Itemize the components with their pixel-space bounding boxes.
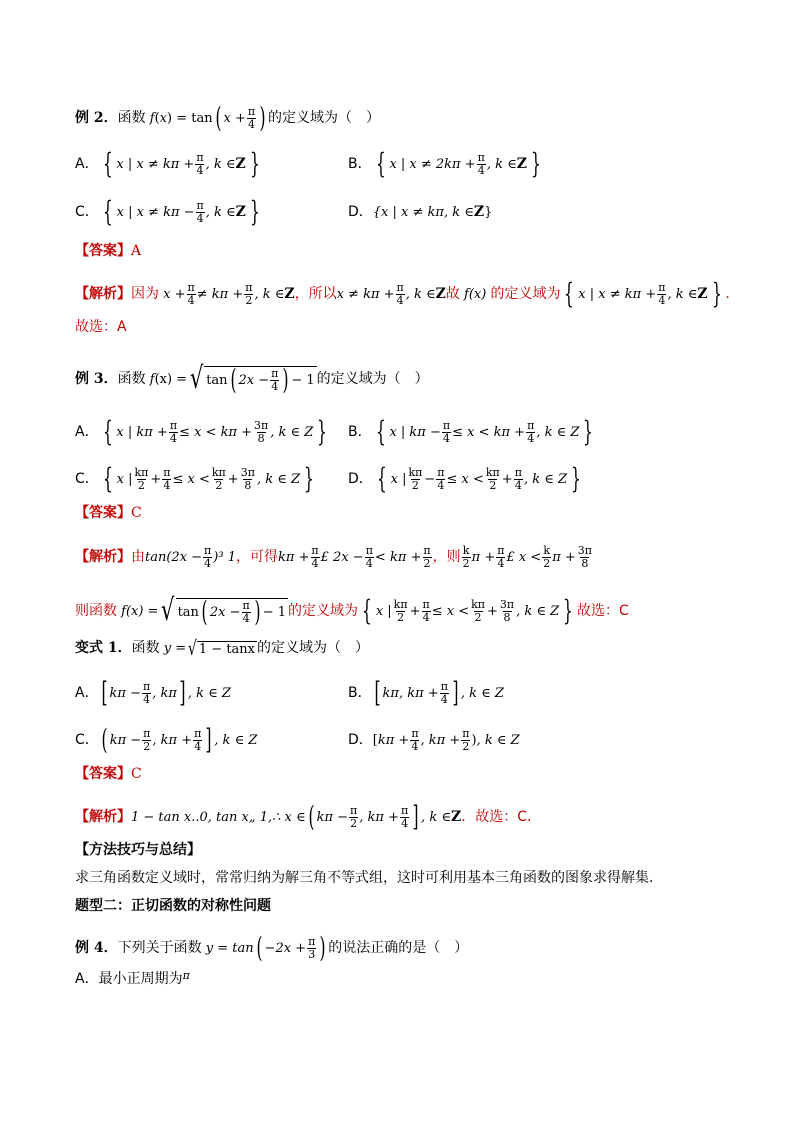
ex3-option-b[interactable]: B． { x | kπ − $\frac{\pi}{4}$ ≤ x < kπ + $\frac{\pi}{4}$ , k ∈ Z }: [348, 414, 594, 448]
ex4-stem-pre: 下列关于函数: [117, 940, 202, 957]
var1-label: 变式 1．: [75, 640, 132, 656]
answer-tag: 【答案】: [75, 505, 131, 521]
var1-stem: 变式 1． 函数 y = √ 1 − tanx 的定义域为（ ）: [75, 636, 369, 660]
analysis-text: ，可得: [235, 549, 278, 566]
var1-option-c[interactable]: C． ( kπ − $\frac{\pi}{2}$ , kπ + $\frac{\pi}{4}$ ] , k ∈ Z: [75, 722, 258, 756]
analysis-text: ．故选：C.: [461, 809, 532, 826]
answer-value: C: [131, 505, 142, 521]
analysis-text: 的定义域为: [287, 603, 358, 620]
var1-analysis: 【解析】 1 − tan x..0, tan x„ 1,∴ x ∈ ( kπ − $\frac{\pi}{2}$ , kπ + $\frac{\pi}{4}$ ] , k ∈ Z ．故选：C.: [75, 799, 532, 833]
analysis-text: 故选：C: [577, 603, 629, 620]
var1-option-c-label: C．: [75, 732, 99, 749]
ex3-stem: 例 3． 函数 f (x) = √ tan ( 2x − $\frac{\pi}{4}$ ) − 1 的定义域为（ ）: [75, 361, 429, 397]
ex3-analysis-line2: 则函数 f(x) = √ tan ( 2x − $\frac{\pi}{4}$ ) − 1 的定义域为 { x | $\frac{k\pi}{2}$ + $\frac{\pi}{4}$ ≤ x < $\frac{k\pi}{2}$ + $\frac{3\pi}{8}$ , k ∈ Z } 故选：C: [75, 593, 629, 629]
ex3-option-a-label: A．: [75, 424, 99, 441]
var1-stem-post: 的定义域为（ ）: [257, 640, 369, 656]
ex2-stem: 例 2． 函数 f ( x ) = tan ( x + $\frac{\pi}{4}$ ) 的定义域为（ ）: [75, 100, 381, 134]
var1-option-d[interactable]: D． [ kπ + $\frac{\pi}{4}$ , kπ + $\frac{\pi}{2}$ ) , k ∈ Z: [348, 727, 520, 753]
ex2-option-a-label: A．: [75, 156, 99, 173]
ex2-option-c-label: C．: [75, 204, 99, 221]
ex2-stem-post: 的定义域为（ ）: [268, 110, 381, 127]
analysis-text: 由: [131, 549, 145, 566]
answer-tag: 【答案】: [75, 243, 131, 259]
ex2-option-b[interactable]: B． { x | x ≠ 2kπ + $\frac{\pi}{4}$ , k ∈ Z }: [348, 146, 541, 180]
var1-answer: [75, 767, 142, 781]
ex4-option-a-label: A．最小正周期为: [75, 971, 183, 987]
analysis-text: 的定义域为: [490, 286, 561, 303]
ex2-option-c[interactable]: C． { x | x ≠ kπ − $\frac{\pi}{4}$ , k ∈ Z }: [75, 194, 260, 228]
analysis-text: 故: [445, 286, 460, 303]
var1-option-a[interactable]: A． [ kπ − $\frac{\pi}{4}$ , kπ ] , k ∈ Z: [75, 675, 231, 709]
analysis-text: 则函数: [75, 603, 117, 620]
ex2-option-d-label: D．: [348, 204, 373, 220]
ex3-option-d[interactable]: D． { x | $\frac{k\pi}{2}$ − $\frac{\pi}{4}$ ≤ x < $\frac{k\pi}{2}$ + $\frac{\pi}{4}$ , k ∈ Z }: [348, 461, 581, 495]
var1-option-d-label: D．: [348, 732, 373, 749]
method-title: 【方法技巧与总结】: [75, 842, 201, 858]
ex3-option-d-label: D．: [348, 471, 373, 488]
var1-option-a-label: A．: [75, 685, 99, 702]
ex3-option-c-label: C．: [75, 471, 99, 488]
analysis-tag: 【解析】: [75, 549, 131, 566]
method-body: 求三角函数定义域时，常常归纳为解三角不等式组，这时可利用基本三角函数的图象求得解集．: [75, 870, 663, 886]
ex4-label: 例 4．: [75, 940, 118, 957]
ex3-analysis: 【解析】 由 tan(2x − $\frac{\pi}{4}$ )³ 1 ，可得 kπ + $\frac{\pi}{4}$ £ 2x − $\frac{\pi}{4}$ < kπ + $\frac{\pi}{2}$ ，则 $\frac{k}{2}$ π + $\frac{\pi}{4}$ £ x < $\frac{k}{2}$ π + $\frac{3\pi}{8}$: [75, 544, 593, 570]
answer-value: A: [131, 243, 142, 259]
var1-stem-pre: 函数: [131, 640, 160, 656]
ex3-option-b-label: B．: [348, 424, 372, 441]
ex2-stem-pre: 函数: [117, 110, 146, 127]
analysis-tag: 【解析】: [75, 286, 131, 303]
ex4-stem-post: 的说法正确的是（ ）: [328, 940, 469, 957]
analysis-tag: 【解析】: [75, 809, 131, 826]
ex3-stem-pre: 函数: [117, 371, 146, 388]
ex2-analysis: 【解析】 因为 x + $\frac{\pi}{4}$ ≠ kπ + $\frac{\pi}{2}$ , k ∈ Z ，所以 x ≠ kπ + $\frac{\pi}{4}$ , k ∈ Z 故 f(x) 的定义域为 { x | x ≠ kπ + $\frac{\pi}{4}$ , k ∈ Z } .: [75, 276, 730, 310]
ex2-option-a[interactable]: A． { x | x ≠ kπ + $\frac{\pi}{4}$ , k ∈ Z }: [75, 146, 260, 180]
answer-tag: 【答案】: [75, 766, 131, 782]
var1-option-b[interactable]: B． [ kπ, kπ + $\frac{\pi}{4}$ ] , k ∈ Z: [348, 675, 504, 709]
ex4-option-a[interactable]: A．最小正周期为 π: [75, 968, 190, 987]
answer-value: C: [131, 766, 142, 782]
ex2-answer: [75, 244, 141, 258]
ex3-answer: [75, 506, 142, 520]
ex3-label: 例 3．: [75, 371, 118, 388]
ex2-option-d[interactable]: D． {x | x ≠ kπ, k ∈ Z }: [348, 204, 493, 220]
ex2-label: 例 2．: [75, 110, 118, 127]
ex3-option-c[interactable]: C． { x | $\frac{k\pi}{2}$ + $\frac{\pi}{4}$ ≤ x < $\frac{k\pi}{2}$ + $\frac{3\pi}{8}$ , k ∈ Z }: [75, 461, 314, 495]
ex3-stem-post: 的定义域为（ ）: [316, 371, 429, 388]
analysis-text: 因为: [131, 286, 159, 303]
analysis-text: ，则: [432, 549, 461, 566]
ex3-option-a[interactable]: A． { x | kπ + $\frac{\pi}{4}$ ≤ x < kπ + $\frac{3\pi}{8}$ , k ∈ Z }: [75, 414, 328, 448]
ex2-choose: 故选：A: [75, 319, 127, 335]
var1-option-b-label: B．: [348, 685, 372, 702]
type2-title: 题型二：正切函数的对称性问题: [75, 898, 271, 914]
ex4-stem: 例 4． 下列关于函数 y = tan ( −2x + $\frac{\pi}{3}$ ) 的说法正确的是（ ）: [75, 930, 469, 964]
analysis-text: ，所以: [294, 286, 337, 303]
ex2-option-b-label: B．: [348, 156, 372, 173]
